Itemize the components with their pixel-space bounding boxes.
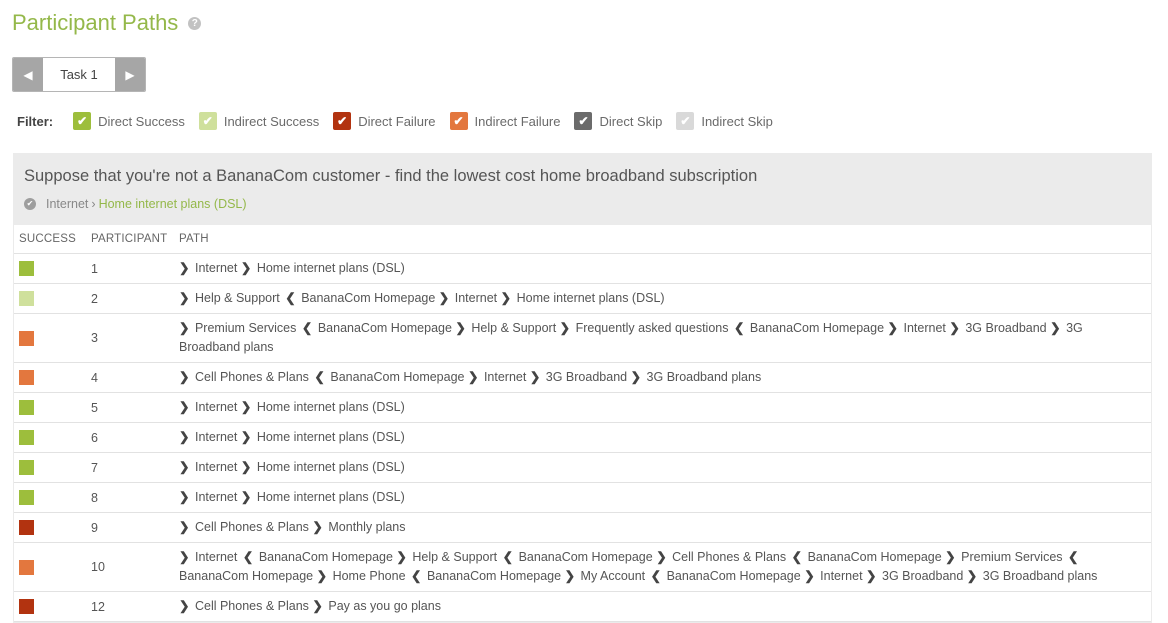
path-step: BananaCom Homepage: [258, 550, 397, 564]
filter-item-label: Direct Skip: [599, 113, 663, 129]
participant-number: 9: [91, 520, 98, 535]
chevron-left-icon: ❮: [791, 550, 803, 564]
chevron-right-icon: ❯: [240, 460, 252, 474]
status-square: [19, 370, 34, 385]
status-cell: [14, 261, 89, 276]
crumb-separator-icon: ›: [91, 197, 96, 211]
path-step: Pay as you go plans: [328, 599, 441, 613]
chevron-right-icon: ❯: [179, 400, 190, 414]
chevron-right-icon: ❯: [467, 370, 479, 384]
status-cell: [14, 520, 89, 535]
path-step: 3G Broadband: [882, 569, 967, 583]
filter-label: Filter:: [17, 113, 54, 129]
participant-number: 6: [91, 430, 98, 445]
path-step: Internet: [194, 550, 241, 564]
chevron-left-icon: ❮: [411, 569, 422, 583]
filter-item-label: Direct Failure: [358, 113, 436, 129]
chevron-right-icon: ❯: [396, 550, 407, 564]
chevron-right-icon: ❯: [438, 291, 450, 305]
path-step: Cell Phones & Plans: [194, 520, 313, 534]
chevron-right-icon: ❯: [866, 569, 877, 583]
filter-item[interactable]: [574, 112, 662, 130]
chevron-right-icon: ❯: [312, 520, 323, 534]
chevron-right-icon: ❯: [559, 321, 571, 335]
path-step: Home internet plans (DSL): [256, 400, 405, 414]
checkbox-checked-icon[interactable]: ✔: [574, 112, 592, 130]
table-row[interactable]: [14, 254, 1151, 284]
chevron-right-icon: ❯: [630, 370, 642, 384]
chevron-right-icon: ❯: [500, 291, 512, 305]
chevron-right-icon: ❯: [312, 599, 323, 613]
path-step: Cell Phones & Plans: [672, 550, 790, 564]
path-step: 3G Broadband: [965, 321, 1051, 335]
status-square: [19, 430, 34, 445]
path-step: Internet: [194, 430, 241, 444]
participant-number: 8: [91, 490, 98, 505]
path-cell: [179, 368, 1151, 387]
chevron-left-icon: ❮: [301, 321, 313, 335]
path-cell: [179, 548, 1151, 586]
filter-item[interactable]: [450, 112, 561, 130]
path-step: BananaCom Homepage: [749, 321, 888, 335]
chevron-right-icon: ❯: [179, 490, 190, 504]
page-title-text: Participant Paths: [12, 10, 179, 35]
chevron-right-icon: ❯: [316, 569, 328, 583]
crumb-parent: Internet: [46, 197, 89, 211]
table-row[interactable]: [14, 543, 1151, 592]
chevron-right-icon: ❯: [240, 430, 252, 444]
task-label: Task 1: [43, 58, 145, 91]
chevron-right-icon: ❯: [179, 520, 190, 534]
status-cell: [14, 490, 89, 505]
chevron-left-icon: ❮: [285, 291, 296, 305]
path-step: BananaCom Homepage: [179, 569, 317, 583]
path-step: Internet: [194, 261, 241, 275]
path-cell: [179, 319, 1151, 357]
path-step: Premium Services: [194, 321, 300, 335]
filter-item-label: Indirect Skip: [701, 113, 773, 129]
chevron-right-icon: ▶: [125, 67, 135, 82]
path-step: BananaCom Homepage: [301, 291, 439, 305]
path-step: Home internet plans (DSL): [516, 291, 665, 305]
filter-item[interactable]: [199, 112, 319, 130]
path-step: BananaCom Homepage: [330, 370, 468, 384]
page-title: [12, 10, 201, 36]
chevron-left-icon: ❮: [1068, 550, 1079, 564]
crumb-current: Home internet plans (DSL): [98, 197, 247, 211]
path-step: 3G Broadband plans: [179, 321, 1083, 354]
path-step: BananaCom Homepage: [666, 569, 805, 583]
path-step: Internet: [483, 370, 530, 384]
chevron-right-icon: ❯: [804, 569, 815, 583]
chevron-left-icon: ◀: [23, 67, 33, 82]
status-cell: [14, 400, 89, 415]
participant-number: 7: [91, 460, 98, 475]
task-panel: [13, 153, 1152, 623]
chevron-right-icon: ❯: [1050, 321, 1061, 335]
path-cell: [179, 488, 1151, 507]
path-cell: [179, 518, 1151, 537]
participant-number: 2: [91, 291, 98, 306]
path-step: Home Phone: [332, 569, 409, 583]
path-step: Internet: [194, 490, 241, 504]
status-square: [19, 261, 34, 276]
next-task-button[interactable]: [115, 58, 145, 91]
chevron-right-icon: ❯: [887, 321, 898, 335]
chevron-right-icon: ❯: [564, 569, 576, 583]
header-success[interactable]: SUCCESS: [19, 233, 76, 245]
status-cell: [14, 291, 89, 306]
path-step: Home internet plans (DSL): [256, 430, 405, 444]
status-square: [19, 331, 34, 346]
prev-task-button[interactable]: [13, 58, 43, 91]
path-step: BananaCom Homepage: [426, 569, 565, 583]
table-row[interactable]: [14, 314, 1151, 363]
path-step: 3G Broadband: [545, 370, 631, 384]
checkbox-checked-icon[interactable]: ✔: [73, 112, 91, 130]
participant-number: 5: [91, 400, 98, 415]
paths-table: [14, 225, 1151, 622]
chevron-right-icon: ❯: [656, 550, 667, 564]
status-square: [19, 291, 34, 306]
table-row[interactable]: [14, 483, 1151, 513]
participant-number: 4: [91, 370, 98, 385]
chevron-right-icon: ❯: [240, 490, 252, 504]
filter-item[interactable]: [73, 112, 185, 130]
status-cell: [14, 560, 89, 575]
filter-item-label: Indirect Success: [223, 113, 320, 129]
correct-path-breadcrumb: [24, 197, 247, 211]
path-cell: [179, 428, 1151, 447]
chevron-right-icon: ❯: [179, 291, 190, 305]
path-step: My Account: [580, 569, 649, 583]
path-step: BananaCom Homepage: [518, 550, 657, 564]
chevron-right-icon: ❯: [179, 261, 190, 275]
path-step: Monthly plans: [328, 520, 406, 534]
chevron-right-icon: ❯: [240, 400, 252, 414]
task-navigator: [12, 57, 146, 92]
path-step: BananaCom Homepage: [807, 550, 946, 564]
chevron-right-icon: ❯: [179, 370, 190, 384]
path-step: Internet: [903, 321, 950, 335]
path-step: Home internet plans (DSL): [256, 261, 405, 275]
filter-item[interactable]: [676, 112, 773, 130]
chevron-right-icon: ❯: [179, 599, 190, 613]
path-step: 3G Broadband plans: [646, 370, 762, 384]
path-step: 3G Broadband plans: [982, 569, 1098, 583]
chevron-left-icon: ❮: [650, 569, 662, 583]
path-step: Cell Phones & Plans: [194, 599, 313, 613]
status-square: [19, 460, 34, 475]
path-step: Internet: [820, 569, 867, 583]
chevron-right-icon: ❯: [529, 370, 541, 384]
path-step: Help & Support: [194, 291, 284, 305]
chevron-right-icon: ❯: [949, 321, 960, 335]
participant-number: 3: [91, 331, 98, 345]
path-step: Cell Phones & Plans: [194, 370, 313, 384]
chevron-left-icon: ❮: [733, 321, 745, 335]
chevron-right-icon: ❯: [179, 430, 190, 444]
checkbox-checked-icon[interactable]: ✔: [450, 112, 468, 130]
path-step: Help & Support: [471, 321, 560, 335]
status-cell: [14, 331, 89, 346]
filter-item-label: Direct Success: [98, 113, 185, 129]
table-row[interactable]: [14, 284, 1151, 314]
table-row[interactable]: [14, 592, 1151, 622]
path-cell: [179, 597, 1151, 616]
path-cell: [179, 289, 1151, 308]
path-step: Internet: [454, 291, 501, 305]
status-square: [19, 490, 34, 505]
filter-bar: [17, 112, 787, 130]
filter-item-label: Indirect Failure: [474, 113, 561, 129]
table-header: [14, 225, 1151, 254]
path-step: BananaCom Homepage: [317, 321, 456, 335]
chevron-right-icon: ❯: [179, 550, 190, 564]
path-cell: [179, 398, 1151, 417]
check-circle-icon: ✔: [24, 198, 36, 210]
path-step: Home internet plans (DSL): [256, 490, 405, 504]
path-step: Internet: [194, 460, 241, 474]
table-row[interactable]: [14, 423, 1151, 453]
task-question: Suppose that you're not a BananaCom customer - find the lowest cost home broadband subscription: [24, 167, 758, 185]
status-cell: [14, 599, 89, 614]
status-cell: [14, 430, 89, 445]
path-step: Frequently asked questions: [575, 321, 732, 335]
chevron-right-icon: ❯: [179, 321, 190, 335]
table-row[interactable]: [14, 453, 1151, 483]
participant-number: 10: [91, 560, 105, 574]
question-mark-icon[interactable]: ?: [188, 17, 201, 30]
checkbox-checked-icon[interactable]: ✔: [199, 112, 217, 130]
path-cell: [179, 259, 1151, 278]
status-square: [19, 560, 34, 575]
status-square: [19, 599, 34, 614]
path-cell: [179, 458, 1151, 477]
table-row[interactable]: [14, 393, 1151, 423]
filter-item[interactable]: [333, 112, 435, 130]
path-step: Internet: [194, 400, 241, 414]
status-cell: [14, 370, 89, 385]
chevron-right-icon: ❯: [966, 569, 978, 583]
status-square: [19, 400, 34, 415]
chevron-left-icon: ❮: [242, 550, 254, 564]
chevron-right-icon: ❯: [240, 261, 252, 275]
chevron-left-icon: ❮: [314, 370, 325, 384]
header-participant[interactable]: PARTICIPANT: [91, 233, 168, 245]
path-step: Home internet plans (DSL): [256, 460, 405, 474]
participant-number: 12: [91, 599, 105, 614]
header-path[interactable]: PATH: [179, 233, 209, 245]
table-row[interactable]: [14, 363, 1151, 393]
chevron-right-icon: ❯: [945, 550, 956, 564]
path-step: Help & Support: [412, 550, 501, 564]
checkbox-checked-icon[interactable]: ✔: [676, 112, 694, 130]
table-row[interactable]: [14, 513, 1151, 543]
chevron-left-icon: ❮: [502, 550, 514, 564]
chevron-right-icon: ❯: [455, 321, 466, 335]
status-cell: [14, 460, 89, 475]
status-square: [19, 520, 34, 535]
checkbox-checked-icon[interactable]: ✔: [333, 112, 351, 130]
chevron-right-icon: ❯: [179, 460, 190, 474]
path-step: Premium Services: [961, 550, 1067, 564]
participant-number: 1: [91, 261, 98, 276]
